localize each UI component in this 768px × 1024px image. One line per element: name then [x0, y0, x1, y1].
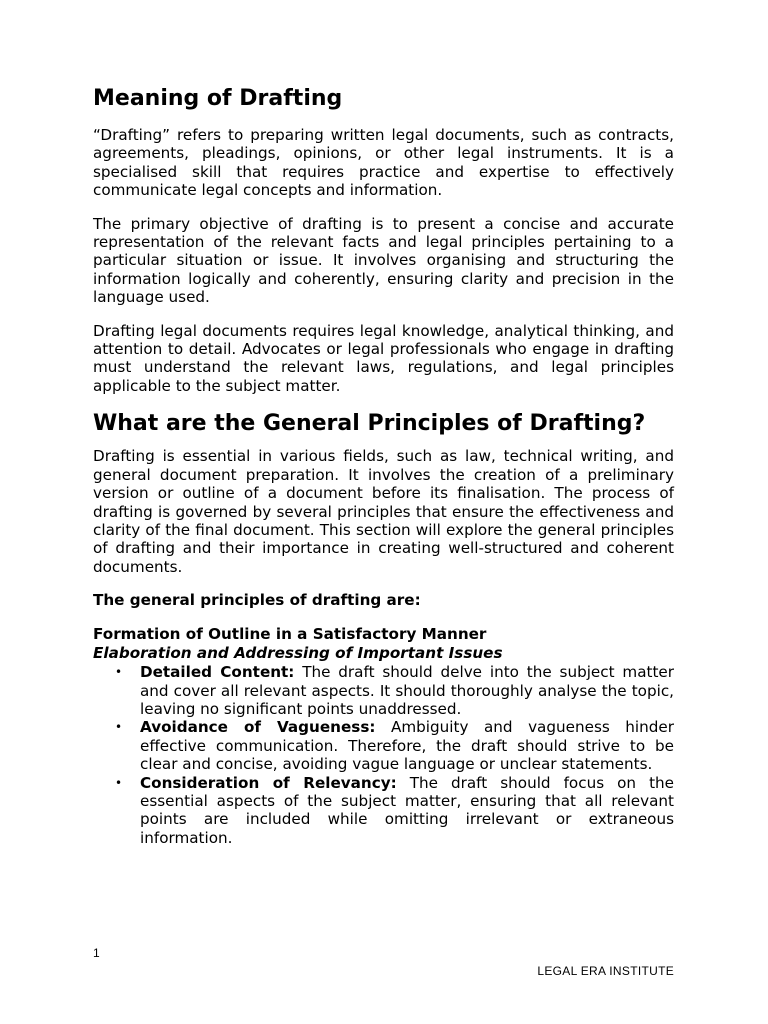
list-item-text: The draft should delve into the subject matter and cover all relevant aspects. It should thoroughly analyse the topic, leaving no significant points unaddressed. [140, 663, 674, 718]
heading-general-principles: What are the General Principles of Drafting? [93, 411, 646, 437]
heading-meaning-of-drafting: Meaning of Drafting [93, 86, 343, 111]
list-item [93, 663, 674, 718]
list-item-term: Consideration of Relevancy: [140, 773, 397, 792]
list-item [93, 718, 674, 773]
bullet-list [93, 663, 674, 847]
list-item [93, 774, 674, 848]
list-item-text: Ambiguity and vagueness hinder effective communication. Therefore, the draft should strive to be clear and concise, avoiding vague language or unclear statements. [140, 718, 674, 774]
list-item-term: Detailed Content: [140, 663, 295, 682]
paragraph: Drafting legal documents requires legal knowledge, analytical thinking, and attention to detail. Advocates or legal professionals who engage in drafting must understand the relevant laws, regulations, and legal principles applicable to the subject matter. [93, 321, 674, 395]
paragraph: The primary objective of drafting is to present a concise and accurate representation of the relevant facts and legal principles pertaining to a particular situation or issue. It involves organising and structuring the information logically and coherently, ensuring clarity and precision in the language used. [93, 214, 674, 307]
bullet-icon: • [115, 720, 123, 735]
list-item-term: Avoidance of Vagueness: [140, 718, 376, 737]
document-body [93, 84, 674, 847]
subheading-principles-list: The general principles of drafting are: [93, 591, 421, 610]
footer-institute-name: LEGAL ERA INSTITUTE [537, 964, 674, 978]
page-number: 1 [93, 946, 100, 960]
paragraph: Drafting is essential in various fields, such as law, technical writing, and general document preparation. It involves the creation of a preliminary version or outline of a document before its finalisation. The process of drafting is governed by several principles that ensure the effectiveness and clarity of the final document. This section will explore the general principles of drafting and their importance in creating well-structured and coherent documents. [93, 447, 674, 576]
heading-formation-of-outline: Formation of Outline in a Satisfactory Manner [93, 625, 487, 644]
bullet-icon: • [115, 775, 123, 790]
paragraph: “Drafting” refers to preparing written legal documents, such as contracts, agreements, pleadings, opinions, or other legal instruments. It is a specialised skill that requires practice and expertise to effectively communicate legal concepts and information. [93, 126, 674, 200]
bullet-icon: • [115, 665, 123, 680]
heading-elaboration: Elaboration and Addressing of Important Issues [93, 644, 503, 663]
list-item-text: The draft should focus on the essential aspects of the subject matter, ensuring that all relevant points are included while omitting irrelevant or extraneous information. [140, 773, 674, 847]
